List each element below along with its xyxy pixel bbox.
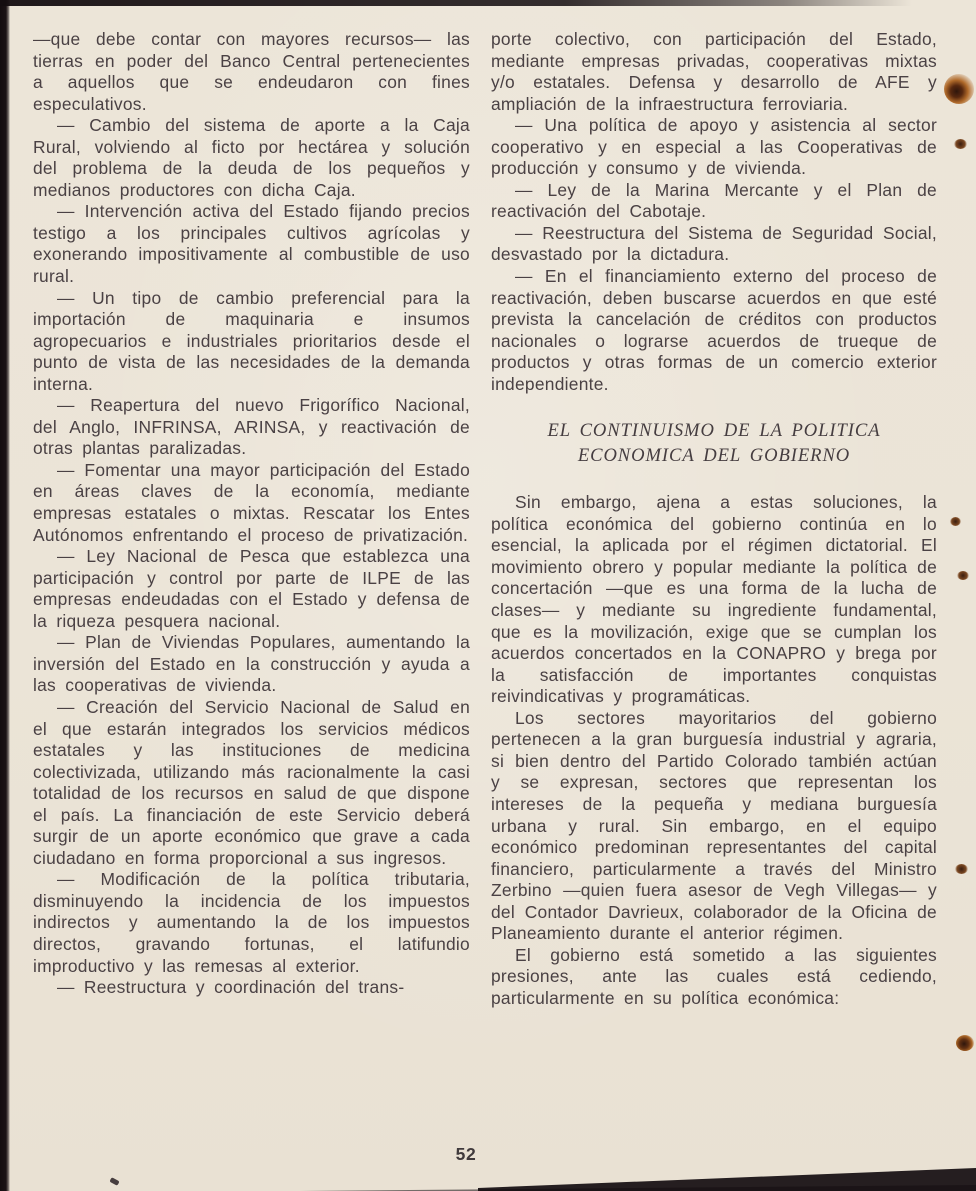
paragraph: — Ley de la Marina Mercante y el Plan de reactivación del Cabotaje.	[491, 179, 937, 222]
paragraph: El gobierno está sometido a las siguientes presiones, ante las cuales está cediendo, particularmente en su política económica:	[491, 944, 937, 1008]
stain-mark	[957, 571, 969, 580]
scan-edge-top	[0, 0, 912, 6]
paragraph: —que debe contar con mayores recursos— las tierras en poder del Banco Central pertenecientes a aquellos que se endeudaron con fines especulativos.	[33, 29, 470, 114]
section-heading-line-1: EL CONTINUISMO DE LA POLITICA	[547, 420, 881, 442]
paragraph: — Un tipo de cambio preferencial para la importación de maquinaria e insumos agropecuarios e industriales prioritarios desde el punto de vista de las necesidades de la demanda interna.	[33, 287, 470, 394]
paragraph: — Reestructura y coordinación del trans-	[57, 977, 405, 998]
paragraph: porte colectivo, con participación del Estado, mediante empresas privadas, cooperativas mixtas y/o estatales. Defensa y desarrollo de AFE y ampliación de la infraestructura ferroviaria.	[491, 29, 937, 114]
section-heading	[491, 418, 937, 468]
paragraph: — Modificación de la política tributaria, disminuyendo la incidencia de los impuestos indirectos y aumentando la de los impuestos directos, gravando fortunas, el latifundio improductivo y las remesas al exterior.	[33, 869, 470, 976]
paragraph: — Reestructura del Sistema de Seguridad Social, desvastado por la dictadura.	[491, 222, 937, 265]
paragraph: — Reapertura del nuevo Frigorífico Nacional, del Anglo, INFRINSA, ARINSA, y reactivación de otras plantas paralizadas.	[33, 395, 470, 459]
left-column	[33, 29, 470, 999]
stain-mark	[954, 139, 967, 149]
paragraph: Sin embargo, ajena a estas soluciones, la política económica del gobierno continúa en lo esencial, la aplicada por el régimen dictatorial. El movimiento obrero y popular mediante la política de concertación —que es una forma de la lucha de clases— y mediante su ingrediente fundamental, que es la movilización, exige que se cumplan los acuerdos concertados en la CONAPRO y brega por la satisfacción de importantes conquistas reivindicativas y programáticas.	[491, 492, 937, 707]
stain-mark	[955, 864, 968, 874]
stain-mark	[956, 1035, 974, 1051]
paragraph: — Una política de apoyo y asistencia al sector cooperativo y en especial a las Cooperativas de producción y consumo y de vivienda.	[491, 115, 937, 179]
stain-mark	[944, 74, 974, 104]
paragraph: — Fomentar una mayor participación del Estado en áreas claves de la economía, mediante empresas estatales o mixtas. Rescatar los Entes Autónomos enfrentando el proceso de privatización.	[33, 459, 470, 545]
paragraph: — Intervención activa del Estado fijando precios testigo a los principales cultivos agrícolas y exonerando impositivamente al combustible de uso rural.	[33, 201, 470, 287]
paragraph: — Creación del Servicio Nacional de Salud en el que estarán integrados los servicios médicos estatales y las instituciones de medicina colectivizada, utilizando más racionalmente la casi totalidad de los recursos en salud de que dispone el país. La financiación de este Servicio deberá surgir de un aporte económico que grave a cada ciudadano en forma proporcional a sus ingresos.	[33, 696, 470, 868]
section-heading-line-2: ECONOMICA DEL GOBIERNO	[577, 445, 851, 467]
ink-speck	[109, 1177, 119, 1186]
page-number: 52	[455, 1144, 477, 1164]
paragraph: — Ley Nacional de Pesca que establezca una participación y control por parte de ILPE de las empresas endeudadas con el Estado y defensa de la riqueza pesquera nacional.	[33, 546, 470, 631]
paragraph: — En el financiamiento externo del proceso de reactivación, deben buscarse acuerdos en que esté prevista la cancelación de créditos con productos nacionales o lograrse acuerdos de trueque de productos y otras formas de un comercio exterior independiente.	[491, 266, 937, 394]
scan-edge-left	[0, 0, 10, 1191]
paragraph: — Plan de Viviendas Populares, aumentando la inversión del Estado en la construcción y ayuda a las cooperativas de vivienda.	[33, 632, 470, 696]
right-column	[491, 29, 937, 1009]
stain-mark	[950, 517, 961, 526]
paragraph: Los sectores mayoritarios del gobierno pertenecen a la gran burguesía industrial y agraria, si bien dentro del Partido Colorado también actúan y se expresan, sectores que representan los intereses de la pequeña y mediana burguesía urbana y rural. Sin embargo, en el equipo económico predominan representantes del capital financiero, particularmente a través del Ministro Zerbino —quien fuera asesor de Vegh Villegas— y del Contador Davrieux, colaborador de la Oficina de Planeamiento durante el anterior régimen.	[491, 707, 937, 944]
paragraph: — Cambio del sistema de aporte a la Caja Rural, volviendo al ficto por hectárea y solución del problema de la deuda de los pequeños y medianos productores con dicha Caja.	[33, 115, 470, 200]
